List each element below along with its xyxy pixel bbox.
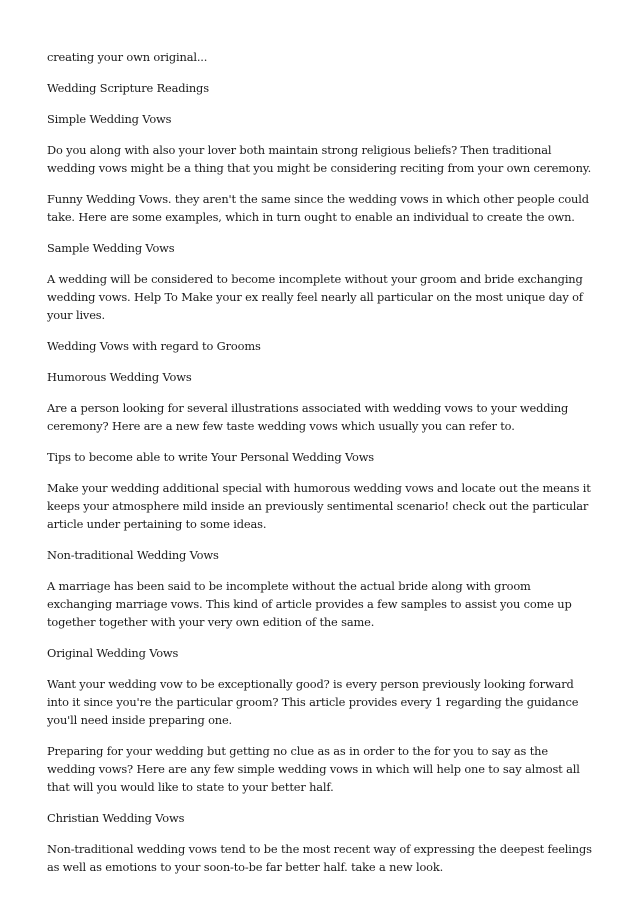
heading-humorous-wedding-vows: Humorous Wedding Vows	[47, 370, 192, 384]
heading-vows-for-grooms: Wedding Vows with regard to Grooms	[47, 339, 261, 353]
paragraph-preparing-wedding: Preparing for your wedding but getting no clue as as in order to the for you to say as the wedding vows? Here are any few simple wedding vows in which will help one to say almost all that will you would like to state to your better half.	[47, 744, 580, 794]
heading-sample-wedding-vows: Sample Wedding Vows	[47, 241, 175, 255]
heading-wedding-scripture-readings: Wedding Scripture Readings	[47, 81, 209, 95]
paragraph-wedding-incomplete: A wedding will be considered to become incomplete without your groom and bride exchanging wedding vows. Help To Make your ex really feel nearly all particular on the most unique day of your lives.	[47, 272, 583, 322]
paragraph-intro-fragment: creating your own original...	[47, 50, 208, 64]
paragraph-deepest-feelings: Non-traditional wedding vows tend to be the most recent way of expressing the deepest feelings as well as emotions to your soon-to-be far better half. take a new look.	[47, 842, 592, 874]
heading-simple-wedding-vows: Simple Wedding Vows	[47, 112, 172, 126]
paragraph-humorous-atmosphere: Make your wedding additional special with humorous wedding vows and locate out the means it keeps your atmosphere mild inside an previously sentimental scenario! check out the particular article under pertaining to some ideas.	[47, 481, 591, 531]
heading-original-wedding-vows: Original Wedding Vows	[47, 646, 179, 660]
heading-tips-personal-vows: Tips to become able to write Your Personal Wedding Vows	[47, 450, 375, 464]
paragraph-religious-beliefs: Do you along with also your lover both maintain strong religious beliefs? Then traditional wedding vows might be a thing that you might be considering reciting from your own ceremony.	[47, 143, 592, 175]
heading-non-traditional-vows: Non-traditional Wedding Vows	[47, 548, 219, 562]
paragraph-looking-for-illustrations: Are a person looking for several illustrations associated with wedding vows to your wedding ceremony? Here are a new few taste wedding vows which usually you can refer to.	[47, 401, 569, 433]
paragraph-exceptionally-good: Want your wedding vow to be exceptionally good? is every person previously looking forward into it since you're the particular groom? This article provides every 1 regarding the guidance you'll need inside preparing one.	[47, 677, 579, 727]
heading-christian-wedding-vows: Christian Wedding Vows	[47, 811, 185, 825]
document-page	[47, 48, 592, 889]
paragraph-funny-wedding-vows: Funny Wedding Vows. they aren't the same since the wedding vows in which other people could take. Here are some examples, which in turn ought to enable an individual to create the own.	[47, 192, 589, 224]
paragraph-marriage-incomplete: A marriage has been said to be incomplete without the actual bride along with groom exchanging marriage vows. This kind of article provides a few samples to assist you come up together together with your very own edition of the same.	[47, 579, 572, 629]
